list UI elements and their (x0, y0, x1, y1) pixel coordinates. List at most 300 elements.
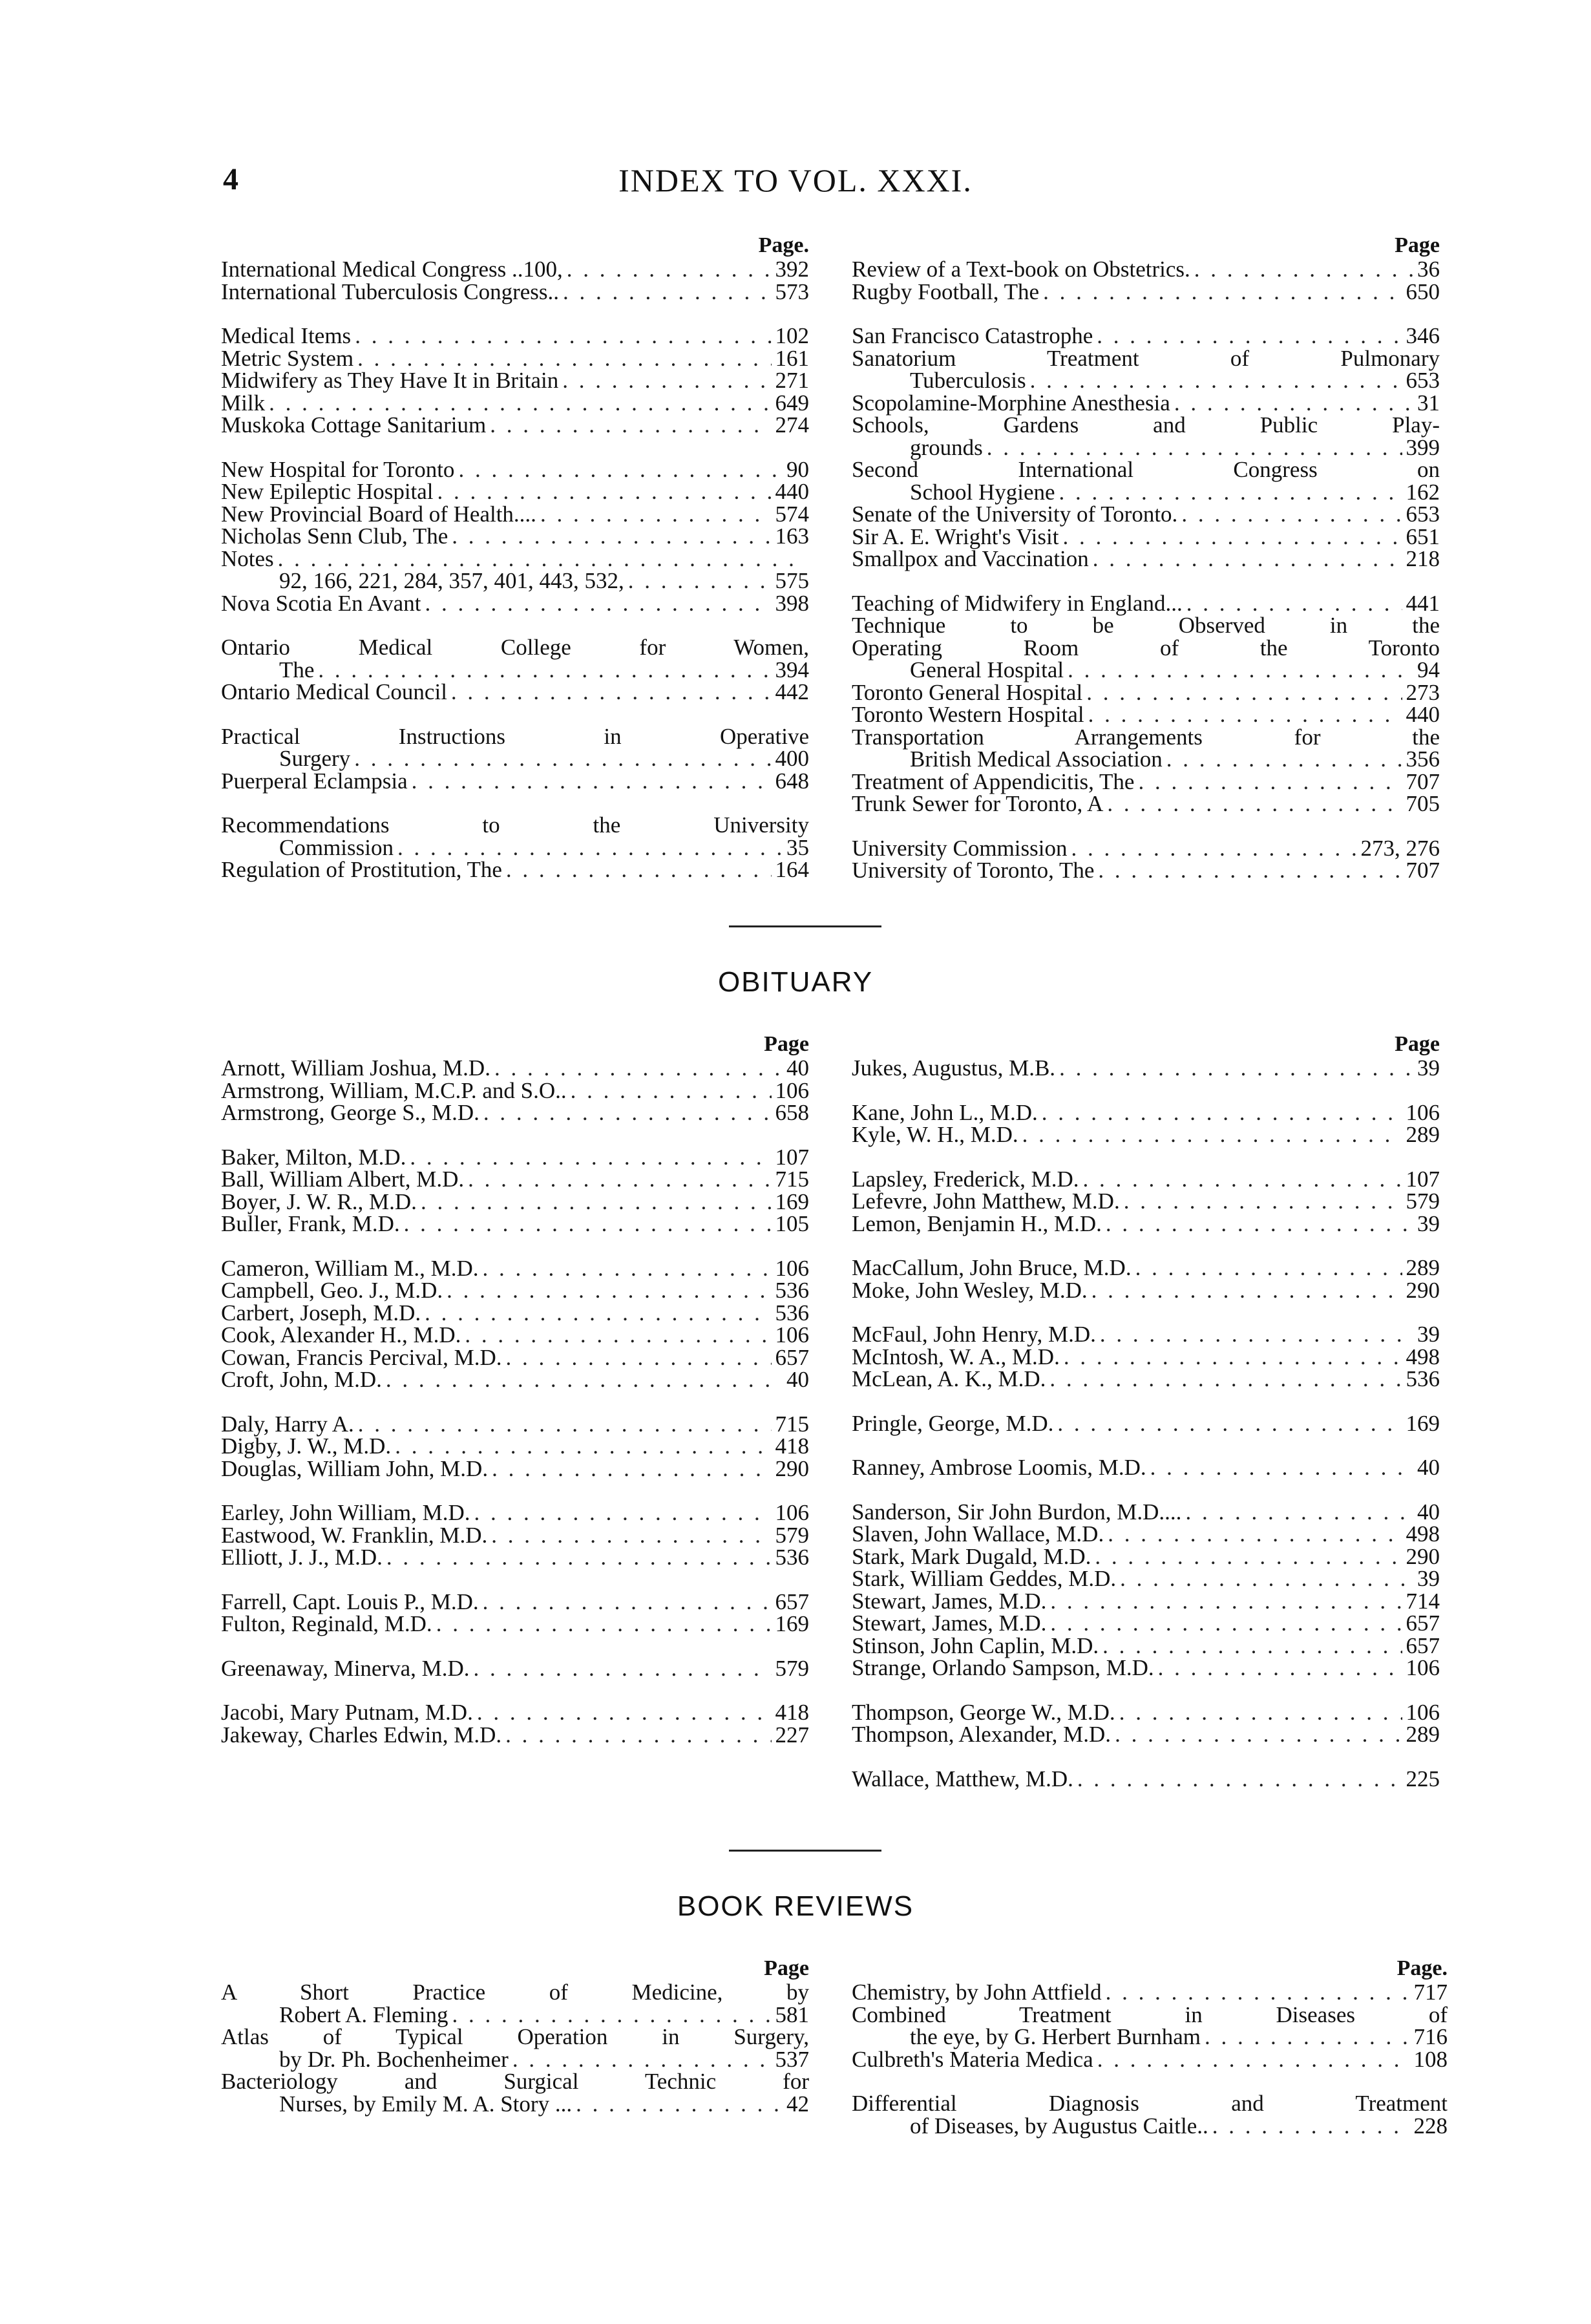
entry-page-number: 707 (1406, 768, 1440, 794)
index-entry (852, 1657, 1440, 1680)
entry-title: Baker, Milton, M.D. (221, 1144, 406, 1170)
entry-page-number: 657 (1406, 1611, 1440, 1636)
leader-dots (386, 1547, 772, 1569)
entry-page-number: 102 (775, 323, 809, 348)
entry-page-number: 225 (1406, 1766, 1440, 1791)
leader-dots (1057, 1413, 1402, 1435)
entry-title: Nurses, by Emily M. A. Story ... (279, 2091, 573, 2117)
index-entry (221, 1655, 809, 1681)
entry-title: Jacobi, Mary Putnam, M.D. (221, 1700, 473, 1725)
entry-line (852, 1501, 1440, 1524)
book-review-entries (221, 1981, 809, 2115)
entry-title: British Medical Association (910, 746, 1163, 772)
entry-title: The (279, 657, 315, 682)
leader-dots (1022, 1124, 1402, 1146)
entry-title: Campbell, Geo. J., M.D. (221, 1278, 443, 1303)
page-column-label: Page (1395, 1032, 1440, 1056)
leader-dots (1086, 682, 1402, 704)
entry-title: Lemon, Benjamin H., M.D. (852, 1210, 1102, 1236)
entry-title: Lapsley, Frederick, M.D. (852, 1166, 1079, 1192)
entry-title: 92, 166, 221, 284, 357, 401, 443, 532, (279, 568, 624, 593)
leader-dots (1100, 1324, 1413, 1346)
index-entry (852, 1768, 1440, 1791)
entry-spacer (852, 303, 1440, 325)
entry-line (221, 659, 809, 682)
entry-page-number: 31 (1417, 390, 1440, 416)
index-entry (852, 523, 1440, 549)
entry-title: Kyle, W. H., M.D. (852, 1122, 1018, 1147)
leader-dots (1030, 370, 1402, 392)
entry-title: Milk (221, 390, 266, 416)
entry-title: General Hospital (910, 657, 1064, 682)
entry-line (221, 414, 809, 437)
entry-title: Croft, John, M.D. (221, 1367, 382, 1392)
entry-page-number: 657 (775, 1344, 809, 1370)
leader-dots (410, 1146, 771, 1169)
entry-title: International Tuberculosis Congress.. (221, 279, 560, 304)
entry-page-number: 39 (1417, 1322, 1440, 1347)
entry-page-number: 107 (1406, 1166, 1440, 1192)
entry-line (852, 1724, 1440, 1746)
entry-title: University Commission (852, 835, 1068, 861)
entry-line (852, 1981, 1448, 2004)
entry-line (852, 325, 1440, 348)
entry-page-number: 107 (775, 1144, 809, 1170)
entry-line (852, 793, 1440, 816)
entry-page-number: 227 (775, 1722, 809, 1748)
leader-dots (425, 1302, 771, 1325)
entry-title: University of Toronto, The (852, 858, 1095, 883)
entry-title: Eastwood, W. Franklin, M.D. (221, 1522, 488, 1548)
entry-title: Daly, Harry A. (221, 1411, 354, 1437)
leader-dots (1205, 2026, 1410, 2049)
book-review-entries (852, 1981, 1448, 2137)
entry-title: Pringle, George, M.D. (852, 1410, 1054, 1436)
leader-dots (1071, 838, 1357, 860)
entry-page-number: 161 (775, 345, 809, 371)
entry-line (852, 1590, 1440, 1613)
entry-page-number: 90 (786, 456, 809, 482)
entry-line (221, 325, 809, 348)
leader-dots (567, 259, 772, 281)
index-entry (221, 545, 809, 571)
page-number: 4 (223, 162, 238, 196)
entry-page-number: 536 (775, 1300, 809, 1326)
index-entry (221, 456, 809, 482)
index-entry (221, 1702, 809, 1724)
index-entry (852, 459, 1440, 503)
entry-page-number: 399 (1406, 434, 1440, 460)
index-entry (852, 1568, 1440, 1590)
leader-dots (576, 2093, 783, 2116)
entry-page-number: 290 (775, 1455, 809, 1481)
entry-line (221, 281, 809, 304)
entry-line (221, 1455, 809, 1481)
entry-page-number: 40 (786, 1055, 809, 1081)
index-entry (221, 723, 809, 771)
entry-line (221, 1413, 809, 1436)
leader-dots (482, 1258, 771, 1280)
leader-dots (1050, 1590, 1402, 1613)
entry-page-number: 40 (1417, 1455, 1440, 1480)
entry-line (852, 1410, 1440, 1436)
leader-dots (1097, 2049, 1410, 2071)
index-entry (852, 1590, 1440, 1613)
leader-dots (1083, 1168, 1402, 1191)
index-entry (852, 2004, 1448, 2049)
leader-dots (491, 1525, 771, 1547)
entry-spacer (852, 1235, 1440, 1257)
entry-page-number: 498 (1406, 1344, 1440, 1369)
entry-title: Smallpox and Vaccination (852, 546, 1089, 571)
index-entry (221, 1344, 809, 1370)
entry-page-number: 579 (1406, 1188, 1440, 1214)
leader-dots (354, 748, 771, 770)
entry-spacer (852, 1146, 1440, 1168)
entry-line (221, 834, 809, 860)
index-entry (221, 392, 809, 415)
index-entry (852, 704, 1440, 726)
leader-dots (987, 437, 1402, 460)
entry-page-number: 717 (1413, 1980, 1448, 2005)
entry-title: Kane, John L., M.D. (852, 1099, 1038, 1125)
entry-page-number: 39 (1417, 1566, 1440, 1591)
index-entry (852, 1410, 1440, 1436)
entry-spacer (852, 1746, 1440, 1768)
entry-page-number: 536 (1406, 1366, 1440, 1391)
entry-spacer (221, 1391, 809, 1413)
entry-page-number: 418 (775, 1433, 809, 1459)
leader-dots (571, 1080, 772, 1103)
leader-dots (1150, 1457, 1413, 1479)
leader-dots (404, 1213, 772, 1236)
index-entry (221, 1981, 809, 2026)
leader-dots (1194, 259, 1413, 281)
leader-dots (1042, 1102, 1402, 1125)
entry-page-number: 105 (775, 1211, 809, 1236)
index-entry (221, 637, 809, 681)
index-right-column (852, 233, 1440, 882)
entry-title: Jakeway, Charles Edwin, M.D. (221, 1722, 502, 1748)
leader-dots (1212, 2115, 1410, 2138)
entry-title: New Hospital for Toronto (221, 456, 455, 482)
entry-title: Treatment of Appendicitis, The (852, 768, 1135, 794)
leader-dots (1102, 1635, 1402, 1658)
entry-page-number: 705 (1406, 791, 1440, 816)
entry-page-number: 653 (1406, 368, 1440, 393)
entry-title: of Diseases, by Augustus Caitle.. (910, 2113, 1208, 2139)
entry-title: Culbreth's Materia Medica (852, 2046, 1093, 2072)
entry-title: Sanderson, Sir John Burdon, M.D.... (852, 1499, 1182, 1525)
index-entry (221, 590, 809, 616)
book-reviews-left-column (221, 1956, 809, 2115)
leader-dots (492, 1458, 771, 1481)
entry-line (852, 1612, 1440, 1635)
index-entry (221, 1102, 809, 1125)
index-entry (852, 1612, 1440, 1635)
entry-title: Chemistry, by John Attfield (852, 1980, 1102, 2005)
leader-dots (505, 1724, 771, 1747)
index-entry (221, 481, 809, 503)
leader-dots (540, 503, 772, 526)
entry-title: Review of a Text-book on Obstetrics. (852, 257, 1190, 282)
entry-line (852, 434, 1440, 460)
entry-page-number: 657 (775, 1589, 809, 1614)
entry-page-number: 651 (1406, 523, 1440, 549)
index-entry (852, 615, 1440, 682)
leader-dots (1050, 1612, 1402, 1635)
leader-dots (474, 1502, 771, 1525)
index-entry (221, 414, 809, 437)
entry-title: Armstrong, George S., M.D. (221, 1100, 479, 1125)
entry-title-line: Differential Diagnosis and Treatment (852, 2091, 1448, 2116)
leader-dots (1108, 1523, 1402, 1546)
obituary-left-column (221, 1031, 809, 1746)
entry-title: School Hygiene (910, 479, 1055, 505)
entry-page-number: 164 (775, 857, 809, 882)
index-entry (221, 1613, 809, 1636)
entry-page-number: 94 (1417, 657, 1440, 682)
index-entry (852, 1190, 1440, 1213)
leader-dots (1062, 526, 1402, 549)
entry-line (852, 370, 1440, 392)
index-entry (221, 1255, 809, 1281)
index-entry (221, 2026, 809, 2071)
entry-line (221, 590, 809, 616)
entry-line (221, 1613, 809, 1636)
index-entry (221, 503, 809, 526)
entry-title: Surgery (279, 746, 351, 771)
entry-title: Notes (221, 545, 274, 571)
entry-line (852, 1124, 1440, 1146)
index-entry (221, 1057, 809, 1080)
leader-dots (425, 593, 771, 615)
obituary-entries (852, 1057, 1440, 1790)
entry-spacer (221, 303, 809, 325)
entry-line (221, 1591, 809, 1614)
entry-page-number: 271 (775, 368, 809, 393)
entry-line (852, 748, 1440, 771)
entry-title-line: A Short Practice of Medicine, by (221, 1980, 809, 2005)
entry-line (852, 659, 1440, 682)
entry-page-number: 650 (1406, 279, 1440, 304)
entry-line (221, 681, 809, 704)
leader-dots (395, 1435, 771, 1458)
entry-title: Tuberculosis (910, 368, 1026, 393)
index-entry (852, 1257, 1440, 1280)
entry-line (852, 860, 1440, 882)
leader-dots (1068, 659, 1413, 682)
obituary-entries (221, 1057, 809, 1746)
entry-title: Toronto General Hospital (852, 679, 1083, 705)
leader-dots (1107, 793, 1402, 816)
entry-line (852, 1099, 1440, 1125)
leader-dots (1106, 1981, 1410, 2004)
entry-page-number: 346 (1406, 323, 1440, 348)
index-entry (221, 1591, 809, 1614)
index-entry (852, 414, 1440, 459)
index-entry (221, 1502, 809, 1525)
entry-spacer (221, 792, 809, 814)
entry-title: Stinson, John Caplin, M.D. (852, 1632, 1099, 1658)
entry-line (852, 1543, 1440, 1569)
leader-dots (412, 770, 772, 793)
entry-line (221, 1724, 809, 1747)
page-title: INDEX TO VOL. XXXI. (618, 162, 973, 198)
leader-dots (1135, 1257, 1402, 1280)
leader-dots (1088, 704, 1402, 726)
index-entry (221, 1280, 809, 1302)
entry-page-number: 106 (775, 1500, 809, 1525)
entry-title: Strange, Orlando Sampson, M.D. (852, 1655, 1154, 1680)
index-entry (852, 835, 1440, 861)
entry-page-number: 657 (1406, 1632, 1440, 1658)
entry-page-number: 169 (775, 1188, 809, 1214)
entry-title: McLean, A. K., M.D. (852, 1366, 1046, 1391)
entry-title-line: Technique to be Observed in the (852, 613, 1440, 638)
entry-page-number: 536 (775, 1545, 809, 1570)
entry-page-number: 573 (775, 279, 809, 304)
book-reviews-right-column (852, 1956, 1448, 2137)
page-column-label: Page (764, 1032, 809, 1056)
entry-spacer (852, 1391, 1440, 1413)
entry-page-number: 440 (1406, 702, 1440, 727)
entry-page-number: 537 (775, 2046, 809, 2072)
entry-title: McIntosh, W. A., M.D. (852, 1344, 1060, 1369)
entry-title: Moke, John Wesley, M.D. (852, 1277, 1088, 1303)
index-entry (852, 679, 1440, 705)
entry-page-number: 40 (786, 1367, 809, 1392)
leader-dots (628, 570, 772, 593)
entry-page-number: 714 (1406, 1588, 1440, 1614)
entry-title: MacCallum, John Bruce, M.D. (852, 1255, 1132, 1280)
entry-title: San Francisco Catastrophe (852, 323, 1093, 348)
index-entry (221, 325, 809, 348)
entry-page-number: 169 (1406, 1410, 1440, 1436)
index-left-column (221, 233, 809, 882)
entry-line (852, 2046, 1448, 2072)
leader-dots (452, 525, 771, 548)
entry-page-number: 579 (775, 1655, 809, 1681)
leader-dots (1093, 548, 1402, 571)
entry-page-number: 108 (1413, 2046, 1448, 2072)
entry-line (221, 481, 809, 503)
leader-dots (1174, 392, 1413, 415)
index-entry (221, 1168, 809, 1191)
index-entry (852, 345, 1440, 393)
leader-dots (474, 1658, 772, 1680)
leader-dots (1049, 1368, 1402, 1391)
leader-dots (458, 459, 783, 481)
entry-title: Puerperal Eclampsia (221, 768, 408, 794)
obituary-right-column (852, 1031, 1440, 1790)
entry-line (221, 1057, 809, 1080)
entry-line (852, 548, 1440, 571)
leader-dots (1124, 1190, 1402, 1213)
index-entry (221, 814, 809, 859)
index-entry (221, 1413, 809, 1436)
entry-title-line: Operating Room of the Toronto (852, 635, 1440, 660)
leader-dots (490, 414, 771, 437)
entry-title: Jukes, Augustus, M.B. (852, 1055, 1056, 1081)
leader-dots (512, 2049, 772, 2071)
entry-title: Arnott, William Joshua, M.D. (221, 1055, 490, 1081)
entry-page-number: 290 (1406, 1543, 1440, 1569)
leader-dots (1115, 1724, 1402, 1746)
entry-title: Stewart, James, M.D. (852, 1611, 1047, 1636)
leader-dots (1106, 1213, 1413, 1236)
leader-dots (1158, 1657, 1402, 1680)
entry-line (221, 392, 809, 415)
entry-title-line: Sanatorium Treatment of Pulmonary (852, 345, 1440, 371)
leader-dots (397, 837, 783, 860)
entry-page-number: 35 (786, 834, 809, 860)
entry-title: Commission (279, 834, 394, 860)
entry-title: Teaching of Midwifery in England... (852, 590, 1183, 616)
entry-title: Thompson, Alexander, M.D. (852, 1722, 1112, 1747)
entry-title: Douglas, William John, M.D. (221, 1455, 489, 1481)
entry-line (852, 1657, 1440, 1680)
index-entry (221, 525, 809, 548)
entry-line (221, 503, 809, 526)
entry-line (852, 503, 1440, 526)
entry-title: Carbert, Joseph, M.D. (221, 1300, 421, 1326)
leader-dots (468, 1168, 771, 1191)
entry-line (221, 1213, 809, 1236)
entry-spacer (221, 1569, 809, 1591)
entry-title: Stark, William Geddes, M.D. (852, 1566, 1117, 1591)
entry-line (221, 859, 809, 882)
entry-title: Trunk Sewer for Toronto, A (852, 791, 1104, 816)
page-column-label: Page (1395, 233, 1440, 257)
entry-page-number: 39 (1417, 1210, 1440, 1236)
entry-title: Greenaway, Minerva, M.D. (221, 1655, 470, 1681)
index-entries (852, 259, 1440, 882)
entry-title-line: Second International Congress on (852, 457, 1440, 482)
entry-line (852, 1523, 1440, 1546)
entry-title-line: Transportation Arrangements for the (852, 724, 1440, 750)
entry-title: Nova Scotia En Avant (221, 590, 421, 616)
entry-line (852, 1324, 1440, 1346)
entry-line (221, 748, 809, 770)
index-entry (852, 1057, 1440, 1080)
index-entry (221, 1146, 809, 1169)
leader-dots (494, 1057, 783, 1080)
entry-page-number: 36 (1417, 257, 1440, 282)
index-entry (221, 1369, 809, 1391)
entry-title: Earley, John William, M.D. (221, 1500, 470, 1525)
entry-line (852, 1699, 1440, 1725)
entry-line (852, 1168, 1440, 1191)
entry-page-number: 440 (775, 479, 809, 504)
entry-title: Robert A. Fleming (279, 2002, 448, 2027)
entry-title: Fulton, Reginald, M.D. (221, 1611, 432, 1636)
entry-spacer (852, 571, 1440, 593)
entry-title: Scopolamine-Morphine Anesthesia (852, 390, 1170, 416)
leader-dots (451, 681, 772, 704)
entry-page-number: 498 (1406, 1521, 1440, 1547)
book-reviews-heading: BOOK REVIEWS (677, 1890, 914, 1922)
entry-spacer (852, 1080, 1440, 1102)
index-entry (852, 1277, 1440, 1303)
index-entry (221, 345, 809, 371)
entry-title: by Dr. Ph. Bochenheimer (279, 2046, 509, 2072)
index-entry (852, 793, 1440, 816)
entry-spacer (221, 1680, 809, 1702)
entry-line (852, 679, 1440, 705)
entry-page-number: 715 (775, 1167, 809, 1192)
leader-dots (1095, 1546, 1402, 1569)
